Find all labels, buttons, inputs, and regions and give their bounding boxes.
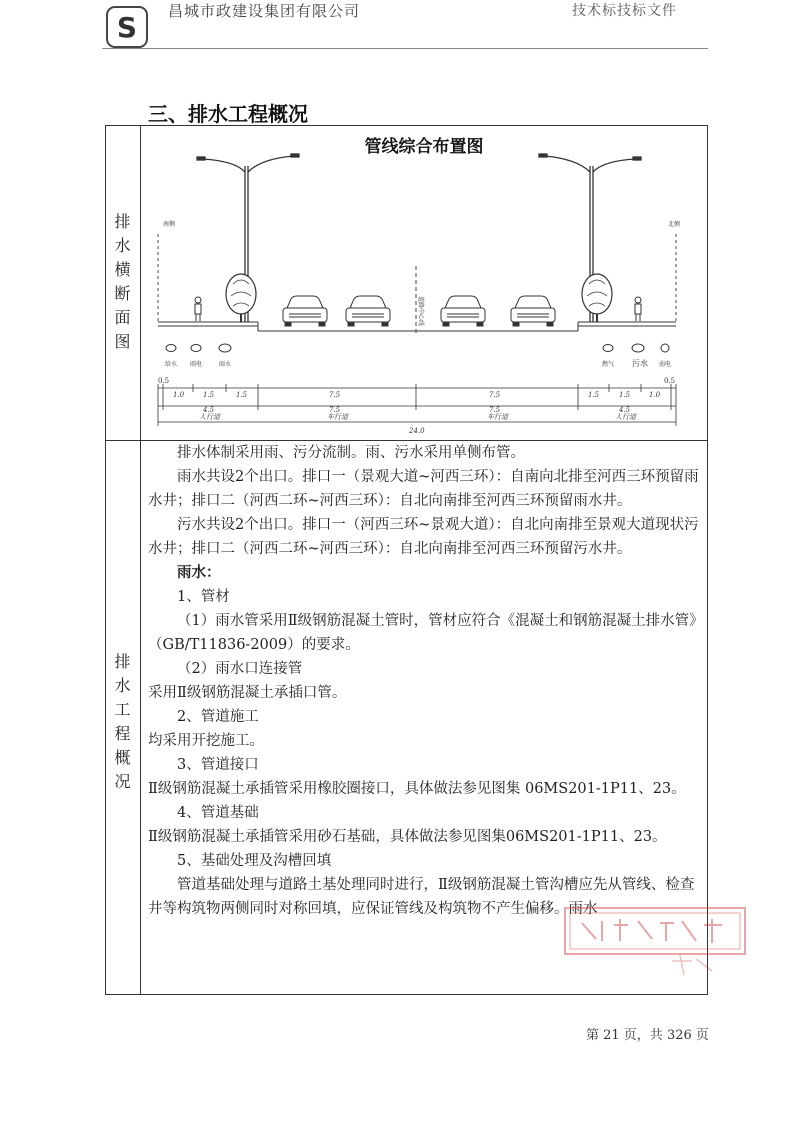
dim-value: 7.5 [489,406,501,414]
row-label-cross-section: 排 水 横 断 面 图 [114,212,131,351]
center-line-label: 道路中心线 [417,296,424,327]
pedestrian-left-icon [195,297,201,321]
paragraph: 2、管道施工 [177,709,259,725]
tree-left-icon [226,274,256,322]
weak-current-pipe-icon [661,344,669,352]
company-name: 昌城市政建设集团有限公司 [168,2,361,20]
power-pipe-icon [191,345,201,352]
zone-label: 车行道 [487,413,508,421]
section-title: 三、排水工程概况 [148,102,308,126]
pedestrian-right-icon [635,297,641,321]
header-rule [102,48,708,49]
svg-text:S: S [116,11,138,44]
rain-pipe-icon [219,344,231,352]
cross-section-drawing [141,126,707,440]
car-icon [346,296,390,326]
paragraph: 排水体制采用雨、污分流制。雨、污水采用单侧布管。 [177,445,525,461]
paragraph: 均采用开挖施工。 [148,733,264,749]
dim-value: 1.0 [649,391,661,399]
pipe-label: 给水 [165,361,178,368]
paragraph: Ⅱ级钢筋混凝土承插管采用砂石基础，具体做法参见图集06MS201-1P11、23。 [148,829,667,845]
pipe-label: 雨水 [219,361,232,368]
side-label-south: 南侧 [163,221,176,228]
edge-dim-left: 0.5 [158,377,170,385]
pipeline-layout-diagram [141,126,707,440]
car-icon [283,296,327,326]
row-label-overview: 排 水 工 程 概 况 [114,652,131,791]
dim-total: 24.0 [409,427,425,435]
paragraph: 污水共设2个出口。排口一（河西三环~景观大道）：自北向南排至景观大道现状污水井；排口二（河西二环~河西三环）：自北向南排至河西三环预留污水井。 [148,517,699,557]
pipe-label: 弱电 [659,361,672,368]
subheading-rainwater: 雨水： [177,564,221,581]
dim-value: 7.5 [329,391,341,399]
paragraph: 4、管道基础 [177,805,259,821]
paragraph: 管道基础处理与道路土基处理同时进行，Ⅱ级钢筋混凝土管沟槽应先从管线、检查井等构筑物两侧同时对称回填，应保证管线及构筑物不产生偏移。雨水 [148,877,695,917]
dim-value: 1.5 [588,391,600,399]
dim-value: 1.5 [203,391,215,399]
pipe-label: 污水 [632,359,648,368]
tree-right-icon [582,274,612,322]
overview-text [148,441,704,921]
pipe-label: 燃气 [602,361,615,368]
paragraph: 雨水共设2个出口。排口一（景观大道~河西三环）：自南向北排至河西三环预留雨水井；排口二（河西二环~河西三环）：自北向南排至河西三环预留雨水井。 [148,469,699,509]
zone-label: 人行道 [199,413,220,421]
company-logo-icon [106,6,148,48]
dim-value: 1.5 [236,391,248,399]
dim-value: 7.5 [329,406,341,414]
water-supply-pipe-icon [166,345,176,352]
car-icon [511,296,555,326]
dim-value: 7.5 [489,391,501,399]
dim-value: 1.0 [173,391,185,399]
zone-label: 人行道 [615,413,636,421]
paragraph: 5、基础处理及沟槽回填 [177,853,332,869]
diagram-title: 管线综合布置图 [364,137,484,157]
official-seal-icon [562,905,748,983]
car-icon [441,296,485,326]
zone-label: 车行道 [327,413,348,421]
dim-value: 1.5 [619,391,631,399]
dim-value: 4.5 [619,406,631,414]
paragraph: （1）雨水管采用Ⅱ级钢筋混凝土管时，管材应符合《混凝土和钢筋混凝土排水管》（GB/T11836-2009）的要求。 [148,613,704,653]
edge-dim-right: 0.5 [664,377,676,385]
paragraph: （2）雨水口连接管 [177,661,303,677]
gas-pipe-icon [603,345,613,352]
paragraph: 3、管道接口 [177,757,259,773]
page-number: 第 21 页，共 326 页 [586,1028,709,1043]
paragraph: 1、管材 [177,589,230,605]
paragraph: 采用Ⅱ级钢筋混凝土承插口管。 [148,685,347,701]
dim-value: 4.5 [203,406,215,414]
sewage-pipe-icon [632,344,644,352]
document-type: 技术标技标文件 [572,3,677,19]
pipe-label: 雨电 [190,361,203,368]
side-label-north: 北侧 [668,221,681,228]
paragraph: Ⅱ级钢筋混凝土承插管采用橡胶圈接口，具体做法参见图集 06MS201-1P11、23。 [148,781,686,797]
